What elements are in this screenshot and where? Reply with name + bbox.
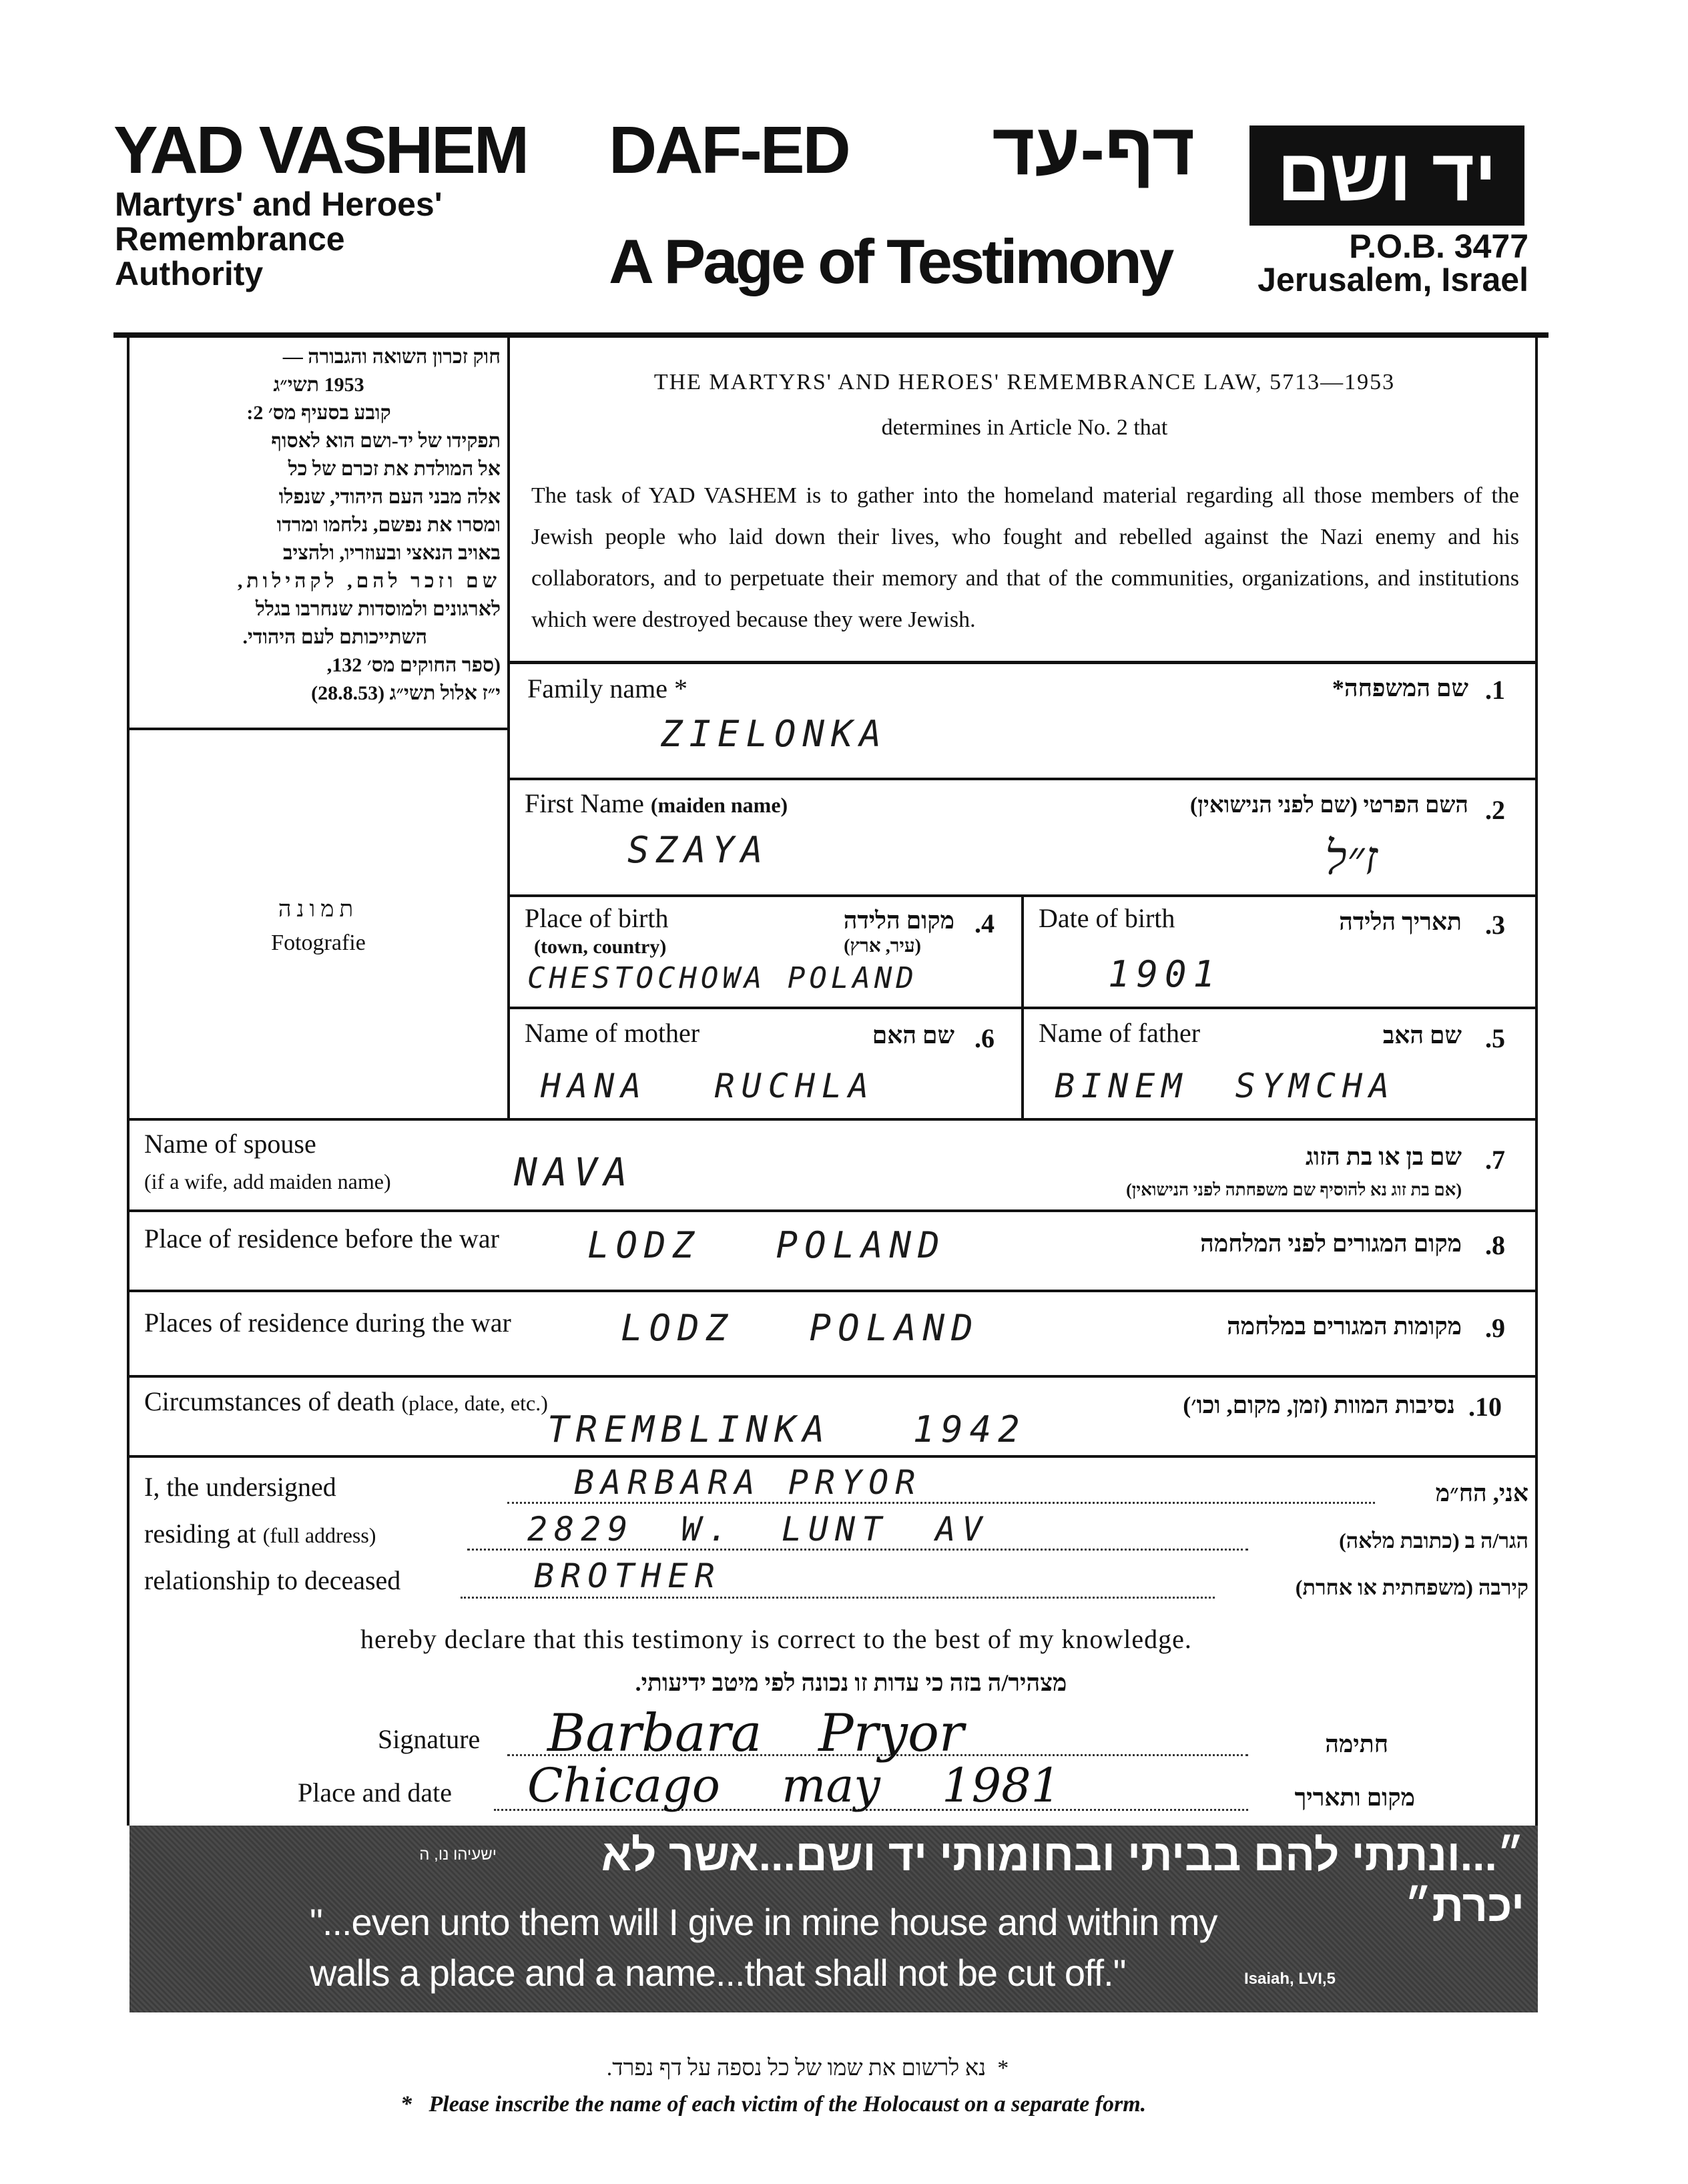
spouse-label: Name of spouse: [144, 1129, 316, 1159]
address-label-text: residing at: [144, 1519, 256, 1549]
father-number: .5: [1485, 1023, 1505, 1053]
footer-asterisk: *: [400, 2092, 429, 2117]
org-name: YAD VASHEM: [113, 113, 528, 188]
family-name-label-hebrew: שם המשפחה*: [1332, 675, 1468, 702]
address-label-hebrew: הגר/ה ב (כתובת מלאה): [1339, 1529, 1528, 1553]
law-hebrew: [137, 343, 501, 708]
org-subtitle-1: Martyrs' and Heroes': [115, 186, 443, 223]
declarant-name-label-hebrew: אני, הח״מ: [1435, 1480, 1528, 1507]
place-date-label: Place and date: [298, 1778, 452, 1808]
logo-box: [1249, 125, 1524, 226]
banner-english-ref: Isaiah, LVI,5: [1244, 1970, 1336, 1988]
org-subtitle-2: Remembrance: [115, 220, 345, 258]
first-name-value[interactable]: SZAYA: [627, 829, 770, 871]
footer-asterisk: *: [986, 2056, 1009, 2081]
declarant-name-label: I, the undersigned: [144, 1472, 336, 1502]
law-hebrew-line: שם וזכר להם, לקהילות,: [237, 570, 501, 592]
law-english-body: The task of YAD VASHEM is to gather into the homeland material regarding all those members of the Jewish people who laid down their lives, who fought and rebelled against the Nazi enemy and his collaborators, and to perpetuate their memory and that of the communities, organizations, and institutions which were destroyed because they were Jewish.: [531, 483, 1519, 632]
logo-hebrew: יד ושם: [1277, 134, 1497, 216]
photo-label-hebrew: תמונה: [278, 897, 359, 922]
row-divider: [127, 1118, 1538, 1121]
banner-hebrew: ״...ונתתי להם בביתי ובחומותי יד ושם...אשר לא יכרת״: [601, 1830, 1524, 1930]
city: Jerusalem, Israel: [1257, 261, 1528, 298]
place-of-birth-label: Place of birth: [525, 903, 669, 933]
father-value[interactable]: BINEM SYMCHA: [1055, 1067, 1396, 1105]
date-of-birth-label: Date of birth: [1039, 903, 1175, 933]
law-hebrew-line: באויב הנאצי ובעוזריו, ולהציב: [282, 542, 501, 564]
law-hebrew-line: לארגונים ולמוסדות שנחרבו בגלל: [255, 598, 501, 620]
death-label-hebrew: נסיבות המוות (זמן, מקום, וכו׳): [1183, 1392, 1455, 1418]
first-name-label-note: (maiden name): [650, 793, 788, 817]
spouse-label-hebrew: שם בן או בת הזוג: [1306, 1143, 1462, 1170]
family-name-number: .1: [1485, 675, 1505, 705]
place-of-birth-note: (town, country): [534, 936, 667, 958]
row-divider: [127, 1375, 1538, 1378]
law-english-title: THE MARTYRS' AND HEROES' REMEMBRANCE LAW, 5713—1953: [653, 370, 1396, 394]
place-date-value[interactable]: Chicago may 1981: [527, 1758, 1061, 1813]
footer-english-text: Please inscribe the name of each victim of the Holocaust on a separate form.: [429, 2092, 1147, 2117]
page-title: A Page of Testimony: [609, 226, 1172, 296]
mother-value[interactable]: HANA RUCHLA: [541, 1067, 876, 1105]
residence-during-label-hebrew: מקומות המגורים במלחמה: [1227, 1313, 1462, 1340]
row-divider: [507, 1007, 1538, 1009]
date-of-birth-value[interactable]: 1901: [1108, 953, 1222, 995]
residence-before-number: .8: [1485, 1230, 1505, 1260]
relation-value[interactable]: BROTHER: [534, 1557, 722, 1595]
mother-label-hebrew: שם האם: [872, 1022, 954, 1049]
first-name-label-text: First Name: [525, 788, 644, 818]
first-name-mark: ז״ל: [1325, 830, 1378, 885]
spouse-note: (if a wife, add maiden name): [144, 1169, 391, 1193]
law-hebrew-line: (ספר החוקים מס׳ 132,: [326, 654, 501, 676]
signature-label-hebrew: חתימה: [1325, 1731, 1388, 1757]
death-label: [144, 1386, 548, 1417]
declarant-name-line: [507, 1502, 1375, 1504]
law-hebrew-line: קובע בסעיף מס׳ 2:: [246, 402, 391, 424]
law-hebrew-line: 1953 תשי״ג: [273, 374, 364, 396]
row-divider: [127, 1209, 1538, 1212]
signature-label: Signature: [378, 1724, 481, 1754]
first-name-label: [525, 788, 788, 819]
row-divider: [127, 1455, 1538, 1458]
place-date-label-hebrew: מקום ותאריך: [1294, 1784, 1415, 1811]
law-english-subtitle: determines in Article No. 2 that: [881, 415, 1168, 440]
residence-before-label: Place of residence before the war: [144, 1223, 499, 1254]
law-hebrew-line: אל המולדת את זכרם של כל: [288, 458, 501, 480]
pob: P.O.B. 3477: [1349, 228, 1528, 265]
law-hebrew-line: אלה מבני העם היהודי, שנפלו: [278, 486, 501, 508]
footer-english: [400, 2092, 1146, 2117]
row-divider: [127, 1290, 1538, 1292]
death-label-text: Circumstances of death: [144, 1386, 395, 1416]
quote-banner: [129, 1826, 1538, 2012]
residence-before-label-hebrew: מקום המגורים לפני המלחמה: [1200, 1230, 1462, 1257]
declaration-hebrew: מצהיר/ה בזה כי עדות זו נכונה לפי מיטב ידיעותי.: [635, 1669, 1067, 1696]
daf-ed-latin: DAF-ED: [609, 113, 849, 188]
footer-hebrew: [467, 2056, 1148, 2081]
law-hebrew-line: חוק זכרון השואה והגבורה —: [282, 346, 501, 368]
signature-value[interactable]: Barbara Pryor: [547, 1703, 964, 1763]
relation-label: relationship to deceased: [144, 1565, 401, 1595]
residence-during-number: .9: [1485, 1313, 1505, 1343]
declarant-name-value[interactable]: BARBARA PRYOR: [574, 1463, 922, 1502]
photo-label-latin: Fotografie: [271, 930, 366, 955]
lower-box-left-border: [127, 1118, 129, 1826]
death-label-note: (place, date, etc.): [401, 1391, 548, 1415]
father-label-hebrew: שם האב: [1382, 1022, 1462, 1049]
spouse-value[interactable]: NAVA: [514, 1149, 634, 1195]
footer-hebrew-text: נא לרשום את שמו של כל נספה על דף נפרד.: [606, 2056, 987, 2081]
org-subtitle-3: Authority: [115, 255, 264, 292]
spouse-note-hebrew: (אם בת זוג נא להוסיף שם משפחתה לפני הנישואין): [1126, 1180, 1462, 1199]
law-hebrew-line: תפקידו של יד-ושם הוא לאסוף: [271, 430, 501, 452]
address-label: [144, 1518, 376, 1549]
residence-before-value[interactable]: LODZ POLAND: [587, 1224, 946, 1266]
family-name-value[interactable]: ZIELONKA: [661, 713, 888, 755]
mother-number: .6: [974, 1023, 995, 1053]
right-box-left-border: [507, 337, 510, 1118]
place-of-birth-value[interactable]: CHESTOCHOWA POLAND: [527, 961, 918, 995]
father-label: Name of father: [1039, 1018, 1201, 1048]
date-of-birth-number: .3: [1485, 910, 1505, 940]
law-hebrew-line: ומסרו את נפשם, נלחמו ומרדו: [276, 514, 501, 536]
law-hebrew-line: השתייכותם לעם היהודי.: [242, 626, 427, 648]
banner-english-line-1: "...even unto them will I give in mine house and within my: [310, 1901, 1217, 1943]
first-name-number: .2: [1485, 795, 1505, 825]
date-of-birth-label-hebrew: תאריך הלידה: [1339, 908, 1462, 935]
spouse-number: .7: [1485, 1145, 1505, 1175]
family-name-label: Family name *: [527, 673, 687, 704]
place-of-birth-number: .4: [974, 908, 995, 938]
death-value[interactable]: TREMBLINKA 1942: [547, 1408, 1027, 1450]
declaration-english: hereby declare that this testimony is correct to the best of my knowledge.: [360, 1624, 1192, 1654]
daf-ed-hebrew: דף-עד: [992, 108, 1195, 190]
row-divider: [507, 778, 1538, 780]
place-of-birth-note-hebrew: (עיר, ארץ): [844, 936, 921, 957]
residence-during-label: Places of residence during the war: [144, 1308, 511, 1338]
relation-label-hebrew: קירבה (משפחתית או אחרת): [1295, 1575, 1528, 1599]
address-label-note: (full address): [262, 1523, 376, 1547]
banner-english-line-2: walls a place and a name...that shall not be cut off.": [310, 1952, 1126, 1994]
place-of-birth-label-hebrew: מקום הלידה: [843, 907, 954, 934]
law-box-bottom: [507, 661, 1538, 664]
right-box-right-border: [1535, 337, 1538, 1826]
banner-hebrew-ref: ישעיהו נו, ה: [419, 1846, 497, 1864]
photo-placeholder[interactable]: [129, 730, 507, 1117]
death-number: .10: [1468, 1392, 1502, 1422]
relation-line: [461, 1597, 1215, 1599]
address-value[interactable]: 2829 W. LUNT AV: [527, 1510, 989, 1549]
mother-label: Name of mother: [525, 1018, 700, 1048]
header-rule: [113, 332, 1549, 338]
first-name-label-hebrew: השם הפרטי (שם לפני הנישואין): [1189, 793, 1468, 818]
law-hebrew-line: י״ז אלול תשי״ג (28.8.53): [311, 682, 501, 704]
address-line: [467, 1549, 1248, 1551]
residence-during-value[interactable]: LODZ POLAND: [621, 1307, 980, 1349]
